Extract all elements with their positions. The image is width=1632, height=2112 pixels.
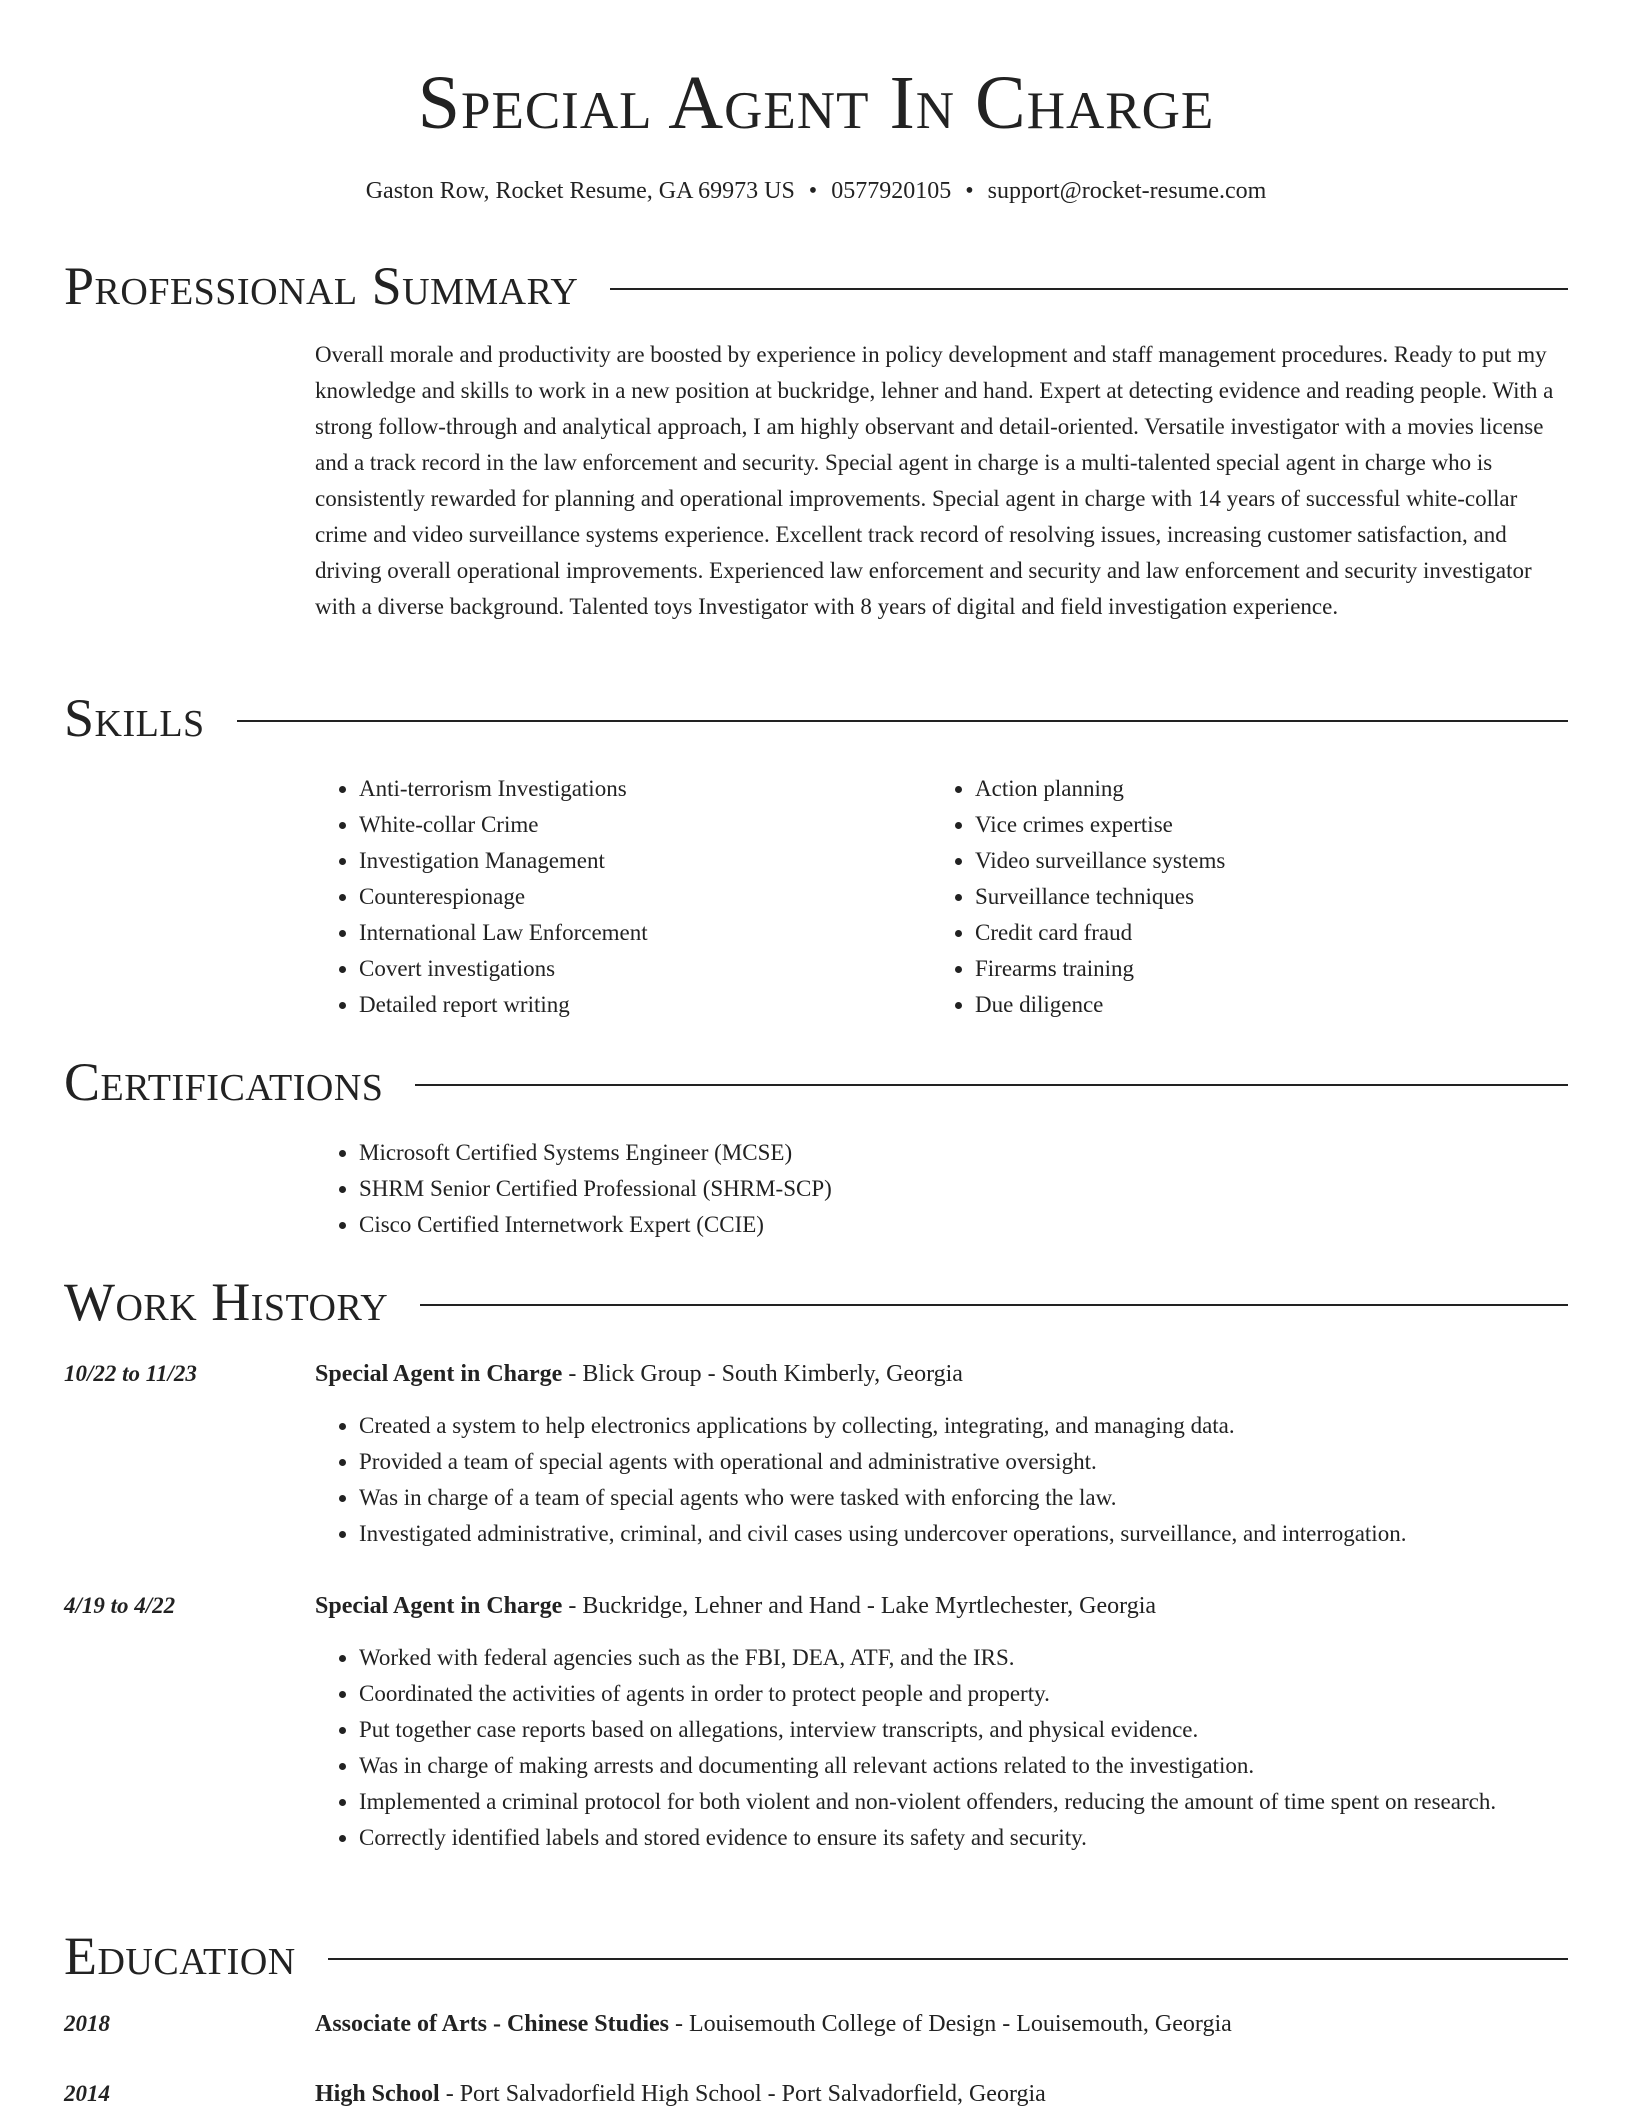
summary-text: Overall morale and productivity are boosted by experience in policy development and staff management procedures. Ready to put my knowledge and skills to work in a new position at buckridge, lehner and hand. Expert at detecting evidence and reading people. With a strong follow-through and analytical approach, I am highly observant and detail-oriented. Versatile investigator with a movies license and a track record in the law enforcement and security. Special agent in charge is a multi-talented special agent in charge who is consistently rewarded for planning and operational improvements. Special agent in charge with 14 years of successful white-collar crime and video surveillance systems experience. Excellent track record of resolving issues, increasing customer satisfaction, and driving overall operational improvements. Experienced law enforcement and security and law enforcement and security investigator with a diverse background. Talented toys Investigator with 8 years of digital and field investigation experience. <box>315 342 1554 619</box>
education-degree: Associate of Arts - Chinese Studies <box>315 2011 669 2037</box>
job-bullet: • Was in charge of making arrests and documenting all relevant actions related to the investigation. <box>359 1748 1568 1784</box>
section-title-education: Education <box>64 1926 296 1986</box>
job-dates: 4/19 to 4/22 <box>64 1593 176 1618</box>
job-dates: 10/22 to 11/23 <box>64 1361 197 1386</box>
contact-address: Gaston Row, Rocket Resume, GA 69973 US <box>365 178 795 204</box>
skill-item: • Due diligence <box>975 987 1511 1023</box>
skill-item: • Surveillance techniques <box>975 879 1511 915</box>
section-header-certifications <box>64 1052 1568 1112</box>
education-year: 2018 <box>64 2011 110 2036</box>
skill-item: • Covert investigations <box>359 951 895 987</box>
section-header-skills <box>64 688 1568 748</box>
skill-item: • Anti-terrorism Investigations <box>359 771 895 807</box>
certification-item: • SHRM Senior Certified Professional (SHRM-SCP) <box>359 1171 1568 1207</box>
section-title-skills: Skills <box>64 688 205 748</box>
candidate-name: Special Agent In Charge <box>417 61 1215 145</box>
skill-item: • Credit card fraud <box>975 915 1511 951</box>
contact-line <box>0 174 1632 208</box>
skill-item: • Investigation Management <box>359 843 895 879</box>
section-divider <box>237 720 1568 722</box>
section-header-education <box>64 1926 1568 1986</box>
job-heading <box>315 1588 1568 1624</box>
job-title: Special Agent in Charge <box>315 1593 563 1619</box>
job-bullet: • Created a system to help electronics applications by collecting, integrating, and managing data. <box>359 1408 1568 1444</box>
job-bullet: • Put together case reports based on allegations, interview transcripts, and physical evidence. <box>359 1712 1568 1748</box>
contact-separator: • <box>965 178 974 204</box>
education-school-location: - Port Salvadorfield High School - Port Salvadorfield, Georgia <box>439 2081 1046 2107</box>
section-header-work-history <box>64 1272 1568 1332</box>
section-title-summary: Professional Summary <box>64 256 579 316</box>
education-entry <box>315 2006 1568 2042</box>
job-bullet: • Was in charge of a team of special agents who were tasked with enforcing the law. <box>359 1480 1568 1516</box>
section-header-summary <box>64 256 1568 316</box>
skill-item: • Detailed report writing <box>359 987 895 1023</box>
section-divider <box>610 288 1568 290</box>
section-divider <box>415 1084 1568 1086</box>
contact-email[interactable]: support@rocket-resume.com <box>987 178 1267 204</box>
skill-item: • International Law Enforcement <box>359 915 895 951</box>
skills-column-left <box>315 771 895 1023</box>
skills-column-right <box>931 771 1511 1023</box>
skill-item: • Action planning <box>975 771 1511 807</box>
job-bullet: • Coordinated the activities of agents in order to protect people and property. <box>359 1676 1568 1712</box>
education-year: 2014 <box>64 2081 110 2106</box>
certification-item: • Microsoft Certified Systems Engineer (MCSE) <box>359 1135 1568 1171</box>
section-title-work-history: Work History <box>64 1272 389 1332</box>
job-bullet: • Implemented a criminal protocol for both violent and non-violent offenders, reducing the amount of time spent on research. <box>359 1784 1568 1820</box>
skill-item: • Video surveillance systems <box>975 843 1511 879</box>
contact-phone: 0577920105 <box>831 178 952 204</box>
job-bullet: • Investigated administrative, criminal, and civil cases using undercover operations, surveillance, and interrogation. <box>359 1516 1568 1552</box>
skill-item: • Vice crimes expertise <box>975 807 1511 843</box>
certifications-list <box>315 1135 1568 1243</box>
job-employer-location: - Blick Group - South Kimberly, Georgia <box>562 1361 963 1387</box>
section-divider <box>420 1304 1568 1306</box>
job-bullet: • Correctly identified labels and stored evidence to ensure its safety and security. <box>359 1820 1568 1856</box>
certification-item: • Cisco Certified Internetwork Expert (CCIE) <box>359 1207 1568 1243</box>
contact-separator: • <box>808 178 818 204</box>
skill-item: • Counterespionage <box>359 879 895 915</box>
education-degree: High School <box>315 2081 440 2107</box>
job-bullet: • Worked with federal agencies such as the FBI, DEA, ATF, and the IRS. <box>359 1640 1568 1676</box>
section-divider <box>328 1958 1568 1960</box>
job-title: Special Agent in Charge <box>315 1361 563 1387</box>
skill-item: • White-collar Crime <box>359 807 895 843</box>
job-employer-location: - Buckridge, Lehner and Hand - Lake Myrtlechester, Georgia <box>562 1593 1157 1619</box>
education-entry <box>315 2076 1568 2112</box>
education-school-location: - Louisemouth College of Design - Louisemouth, Georgia <box>669 2011 1232 2037</box>
job-heading <box>315 1356 1568 1392</box>
skill-item: • Firearms training <box>975 951 1511 987</box>
job-bullet: • Provided a team of special agents with operational and administrative oversight. <box>359 1444 1568 1480</box>
job-responsibilities <box>315 1640 1568 1856</box>
job-responsibilities <box>315 1408 1568 1552</box>
section-title-certifications: Certifications <box>64 1052 384 1112</box>
